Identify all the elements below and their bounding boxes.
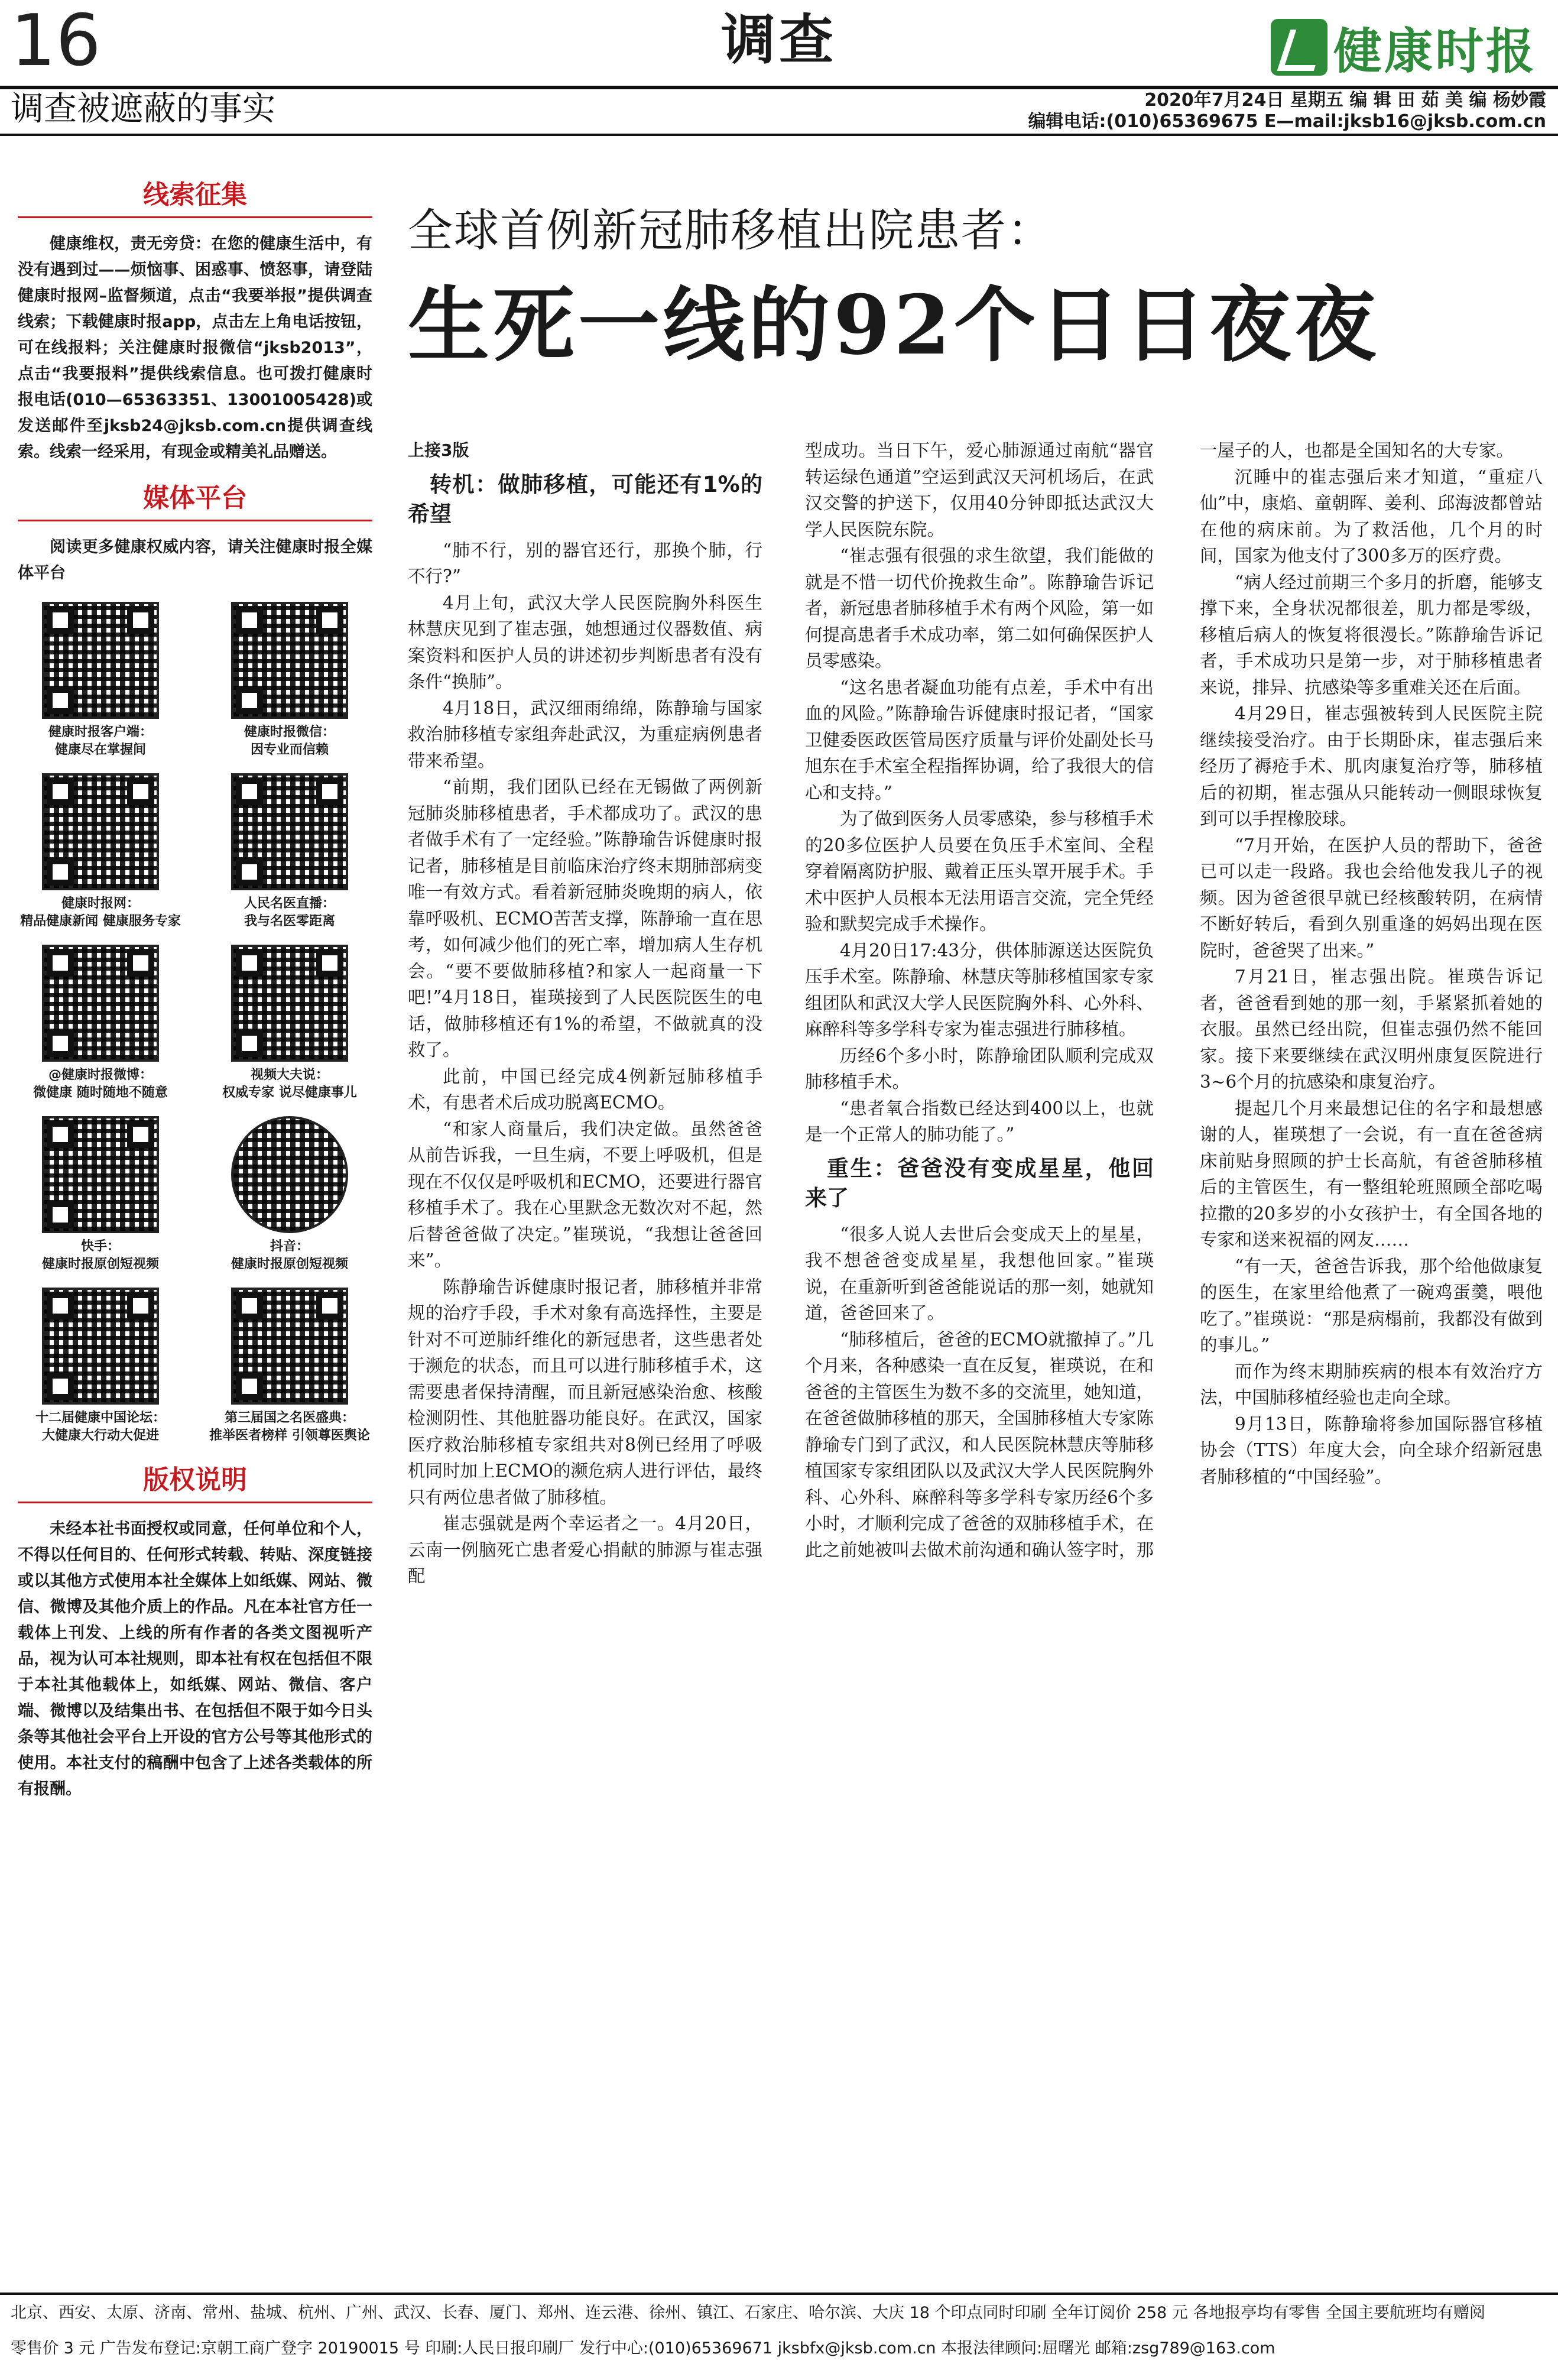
qr-caption: 十二届健康中国论坛： 大健康大行动大促进 bbox=[35, 1411, 165, 1443]
qr-caption: 健康时报客户端： 健康尽在掌握间 bbox=[48, 725, 152, 757]
paragraph: 崔志强就是两个幸运者之一。4月20日，云南一例脑死亡患者爱心捐献的肺源与崔志强配 bbox=[408, 1513, 762, 1586]
article-headline: 生死一线的92个日日夜夜 bbox=[408, 277, 1380, 373]
qr-code-icon bbox=[42, 945, 159, 1062]
qr-code-icon bbox=[42, 773, 159, 890]
article-column-1 bbox=[408, 437, 762, 2276]
media-text: 阅读更多健康权威内容，请关注健康时报全媒体平台 bbox=[18, 538, 372, 582]
paragraph: “肺移植后，爸爸的ECMO就撤掉了。”几个月来，各种感染一直在反复，崔瑛说，在和爸爸的主管医生为数不多的交流里，她知道，在爸爸做肺移植的那天，全国肺移植大专家陈静瑜专门到了武汉，和人民医院林慧庆等肺移植国家专家组团队以及武汉大学人民医院胸外科、心外科、麻醉科等多学科专家历经6个多小时，才顺利完成了爸爸的双肺移植手术，在此之前她被叫去做术前沟通和确认签字时，那 bbox=[805, 1329, 1154, 1560]
footer-print-info: 北京、西安、太原、济南、常州、盐城、杭州、广州、武汉、长春、厦门、郑州、连云港、徐州、镇江、石家庄、哈尔滨、大庆 18 个印点同时印刷 全年订阅价 258 元 各地报亭均有零售 全国主要航班均有赠阅 bbox=[11, 2304, 1485, 2322]
paragraph: 4月18日，武汉细雨绵绵，陈静瑜与国家救治肺移植专家组奔赴武汉，为重症病例患者带来希望。 bbox=[408, 698, 762, 771]
masthead-logo bbox=[1271, 18, 1537, 80]
article-column-2 bbox=[805, 437, 1154, 2276]
paragraph: 为了做到医务人员零感染，参与移植手术的20多位医护人员要在负压手术室间、全程穿着隔离防护服、戴着正压头罩开展手术。手术中医护人员根本无法用语言交流，完全凭经验和默契完成手术操作。 bbox=[805, 809, 1154, 934]
page-number: 16 bbox=[11, 0, 101, 82]
paragraph: “肺不行，别的器官还行，那换个肺，行不行?” bbox=[408, 540, 762, 586]
qr-caption: 快手： 健康时报原创短视频 bbox=[41, 1239, 159, 1272]
paragraph: “有一天，爸爸告诉我，那个给他做康复的医生，在家里给他煮了一碗鸡蛋羹，喂他吃了。”崔瑛说：“那是病榻前，我都没有做到的事儿。” bbox=[1200, 1256, 1543, 1355]
qr-video-doctor[interactable] bbox=[207, 945, 372, 1102]
paragraph: 沉睡中的崔志强后来才知道，“重症八仙”中，康焰、童朝晖、姜利、邱海波都曾站在他的病床前。为了救活他，几个月的时间，国家为他支付了300多万的医疗费。 bbox=[1200, 466, 1543, 566]
section-title: 调查 bbox=[721, 8, 838, 72]
qr-caption: @健康时报微博： 微健康 随时随地不随意 bbox=[33, 1068, 168, 1100]
paragraph: 9月13日，陈静瑜将参加国际器官移植协会（TTS）年度大会，向全球介绍新冠患者肺移植的“中国经验”。 bbox=[1200, 1413, 1543, 1487]
qr-live[interactable] bbox=[207, 773, 372, 930]
paragraph: “病人经过前期三个多月的折磨，能够支撑下来，全身状况都很差，肌力都是零级，移植后病人的恢复将很漫长。”陈静瑜告诉记者，手术成功只是第一步，对于肺移植患者来说，排异、抗感染等多重难关还在后面。 bbox=[1200, 572, 1543, 698]
paragraph: 一屋子的人，也都是全国知名的大专家。 bbox=[1200, 440, 1514, 461]
paragraph: 4月20日17:43分，供体肺源送达医院负压手术室。陈静瑜、林慧庆等肺移植国家专家组团队和武汉大学人民医院胸外科、心外科、麻醉科等多学科专家为崔志强进行肺移植。 bbox=[805, 940, 1154, 1039]
copyright-title: 版权说明 bbox=[143, 1465, 247, 1495]
paragraph: “7月开始，在医护人员的帮助下，爸爸已可以走一段路。我也会给他发我儿子的视频。因为爸爸很早就已经核酸转阴，在病情不断好转后，看到久别重逢的妈妈出现在医院时，爸爸哭了出来。” bbox=[1200, 835, 1543, 961]
qr-caption: 第三届国之名医盛典： 推举医者榜样 引领尊医舆论 bbox=[209, 1411, 370, 1443]
footer-rule bbox=[0, 2293, 1558, 2295]
clue-text: 健康维权，责无旁贷：在您的健康生活中，有没有遇到过——烦恼事、困惑事、愤怒事，请登陆健康时报网–监督频道，点击“我要举报”提供调查线索；下载健康时报app，点击左上角电话按钮，可在线报料；关注健康时报微信“jksb2013”，点击“我要报料”提供线索信息。也可拨打健康时报电话(010—65363351、13001005428)或发送邮件至jksb24@jksb.com.cn提供调查线索。线索一经采用，有现金或精美礼品赠送。 bbox=[18, 235, 372, 461]
qr-app[interactable] bbox=[18, 602, 183, 759]
qr-ceremony[interactable] bbox=[207, 1288, 372, 1445]
logo-text: 健康时报 bbox=[1333, 23, 1537, 80]
qr-caption: 抖音： 健康时报原创短视频 bbox=[231, 1239, 348, 1272]
qr-caption: 视频大夫说： 权威专家 说尽健康事儿 bbox=[222, 1068, 357, 1100]
paragraph: 提起几个月来最想记住的名字和最想感谢的人，崔瑛想了一会说，有一直在爸爸病床前贴身照顾的护士长高航，有爸爸肺移植后的主管医生，有一整组轮班照顾全部吃喝拉撒的20多岁的小女孩护士，有全国各地的专家和送来祝福的网友…… bbox=[1200, 1098, 1543, 1250]
paragraph: 历经6个多小时，陈静瑜团队顺利完成双肺移植手术。 bbox=[805, 1045, 1154, 1092]
qr-code-icon bbox=[231, 602, 348, 719]
qr-weibo[interactable] bbox=[18, 945, 183, 1102]
paragraph: 陈静瑜告诉健康时报记者，肺移植并非常规的治疗手段，手术对象有高选择性，主要是针对不可逆肺纤维化的新冠患者，这些患者处于濒危的状态，而且可以进行肺移植手术，这需要患者保持清醒，而且新冠感染治愈、核酸检测阴性、其他脏器功能良好。在武汉，国家医疗救治肺移植专家组共对8例已经用了呼吸机同时加上ECMO的濒危病人进行评估，最终只有两位患者做了肺移植。 bbox=[408, 1276, 762, 1507]
qr-code-icon bbox=[231, 1288, 348, 1405]
qr-code-icon bbox=[42, 1288, 159, 1405]
header-rule-bottom bbox=[0, 134, 1558, 136]
qr-douyin[interactable] bbox=[207, 1116, 372, 1273]
qr-website[interactable] bbox=[18, 773, 183, 930]
qr-forum[interactable] bbox=[18, 1288, 183, 1445]
paragraph: 型成功。当日下午，爱心肺源通过南航“器官转运绿色通道”空运到武汉天河机场后，在武汉交警的护送下，仅用40分钟即抵达武汉大学人民医院东院。 bbox=[805, 440, 1154, 540]
continued-note: 上接3版 bbox=[408, 440, 469, 460]
paragraph: 7月21日，崔志强出院。崔瑛告诉记者，爸爸看到她的那一刻，手紧紧抓着她的衣服。虽然已经出院，但崔志强仍然不能回家。接下来要继续在武汉明州康复医院进行3~6个月的抗感染和康复治疗。 bbox=[1200, 967, 1543, 1092]
paragraph: “很多人说人去世后会变成天上的星星，我不想爸爸变成星星，我想他回家。”崔瑛说，在重新听到爸爸能说话的那一刻，她就知道，爸爸回来了。 bbox=[805, 1224, 1154, 1323]
footer-publisher-info: 零售价 3 元 广告发布登记:京朝工商广登字 20190015 号 印刷:人民日报印刷厂 发行中心:(010)65369671 jksbfx@jksb.com.cn 本报法律顾问:屈曙光 邮箱:zsg789@163.com bbox=[11, 2339, 1275, 2358]
paragraph: “前期，我们团队已经在无锡做了两例新冠肺炎肺移植患者，手术都成功了。武汉的患者做手术有了一定经验。”陈静瑜告诉健康时报记者，肺移植是目前临床治疗终末期肺部病变唯一有效方式。看着新冠肺炎晚期的病人，依靠呼吸机、ECMO苦苦支撑，陈静瑜一直在思考，如何减少他们的死亡率，增加病人生存机会。“要不要做肺移植?和家人一起商量一下吧!”4月18日，崔瑛接到了人民医院医生的电话，做肺移植还有1%的希望，不做就真的没救了。 bbox=[408, 777, 762, 1060]
divider bbox=[18, 520, 372, 521]
paragraph: “崔志强有很强的求生欲望，我们能做的就是不惜一切代价挽救生命”。陈静瑜告诉记者，新冠患者肺移植手术有两个风险，第一如何提高患者手术成功率，第二如何确保医护人员零感染。 bbox=[805, 546, 1154, 671]
subhead: 转机：做肺移植，可能还有1%的希望 bbox=[408, 471, 762, 527]
logo-icon bbox=[1271, 19, 1327, 76]
qr-code-icon bbox=[231, 1116, 348, 1233]
divider bbox=[18, 1502, 372, 1503]
subsection-title: 调查被遮蔽的事实 bbox=[11, 90, 275, 128]
qr-caption: 人民名医直播： 我与名医零距离 bbox=[244, 896, 335, 929]
media-title: 媒体平台 bbox=[143, 483, 247, 513]
editor-contact: 编辑电话:(010)65369675 E—mail:jksb16@jksb.com.cn bbox=[1028, 111, 1546, 132]
clue-title: 线索征集 bbox=[143, 180, 247, 210]
qr-code-icon bbox=[42, 602, 159, 719]
qr-code-icon bbox=[231, 773, 348, 890]
qr-caption: 健康时报微信： 因专业而信赖 bbox=[244, 725, 335, 757]
paragraph: “和家人商量后，我们决定做。虽然爸爸从前告诉我，一旦生病，不要上呼吸机，但是现在不仅仅是呼吸机和ECMO，还要进行器官移植手术了。我在心里默念无数次对不起，然后替爸爸做了决定。”崔瑛说，“我想让爸爸回来”。 bbox=[408, 1118, 762, 1270]
copyright-text: 未经本社书面授权或同意，任何单位和个人，不得以任何目的、任何形式转载、转贴、深度链接或以其他方式使用本社全媒体上如纸媒、网站、微信、微博及其他介质上的作品。凡在本社官方任一载体上刊发、上线的所有作者的各类文图视听产品，视为认可本社规则，即本社有权在包括但不限于本社其他载体上，如纸媒、网站、微信、客户端、微博以及结集出书、在包括但不限于如今日头条等其他社会平台上开设的官方公号等其他形式的使用。本社支付的稿酬中包含了上述各类载体的所有报酬。 bbox=[18, 1520, 372, 1798]
paragraph: “患者氧合指数已经达到400以上，也就是一个正常人的肺功能了。” bbox=[805, 1098, 1154, 1144]
paragraph: 4月29日，崔志强被转到人民医院主院继续接受治疗。由于长期卧床，崔志强后来经历了褥疮手术、肌肉康复治疗等，肺移植后的初期，崔志强从只能转动一侧眼球恢复到可以手捏橡胶球。 bbox=[1200, 703, 1543, 829]
paragraph: 而作为终末期肺疾病的根本有效治疗方法，中国肺移植经验也走向全球。 bbox=[1200, 1361, 1543, 1408]
qr-code-icon bbox=[231, 945, 348, 1062]
issue-date-editors: 2020年7月24日 星期五 编 辑 田 茹 美 编 杨妙霞 bbox=[1144, 90, 1546, 111]
sidebar bbox=[18, 177, 372, 2317]
paragraph: 此前，中国已经完成4例新冠肺移植手术，有患者术后成功脱离ECMO。 bbox=[408, 1066, 762, 1113]
divider bbox=[18, 216, 372, 218]
qr-grid bbox=[18, 602, 372, 1445]
article-column-3 bbox=[1200, 437, 1543, 2276]
qr-caption: 健康时报网： 精品健康新闻 健康服务专家 bbox=[20, 896, 181, 929]
paragraph: 4月上旬，武汉大学人民医院胸外科医生林慧庆见到了崔志强，她想通过仪器数值、病案资料和医护人员的讲述初步判断患者有没有条件“换肺”。 bbox=[408, 592, 762, 692]
subhead: 重生：爸爸没有变成星星，他回来了 bbox=[805, 1155, 1154, 1211]
article-kicker: 全球首例新冠肺移植出院患者： bbox=[408, 204, 1053, 257]
qr-kuaishou[interactable] bbox=[18, 1116, 183, 1273]
qr-wechat[interactable] bbox=[207, 602, 372, 759]
paragraph: “这名患者凝血功能有点差，手术中有出血的风险。”陈静瑜告诉健康时报记者，“国家卫健委医政医管局医疗质量与评价处副处长马旭东在手术室全程指挥协调，给了我很大的信心和支持。” bbox=[805, 677, 1154, 803]
qr-code-icon bbox=[42, 1116, 159, 1233]
